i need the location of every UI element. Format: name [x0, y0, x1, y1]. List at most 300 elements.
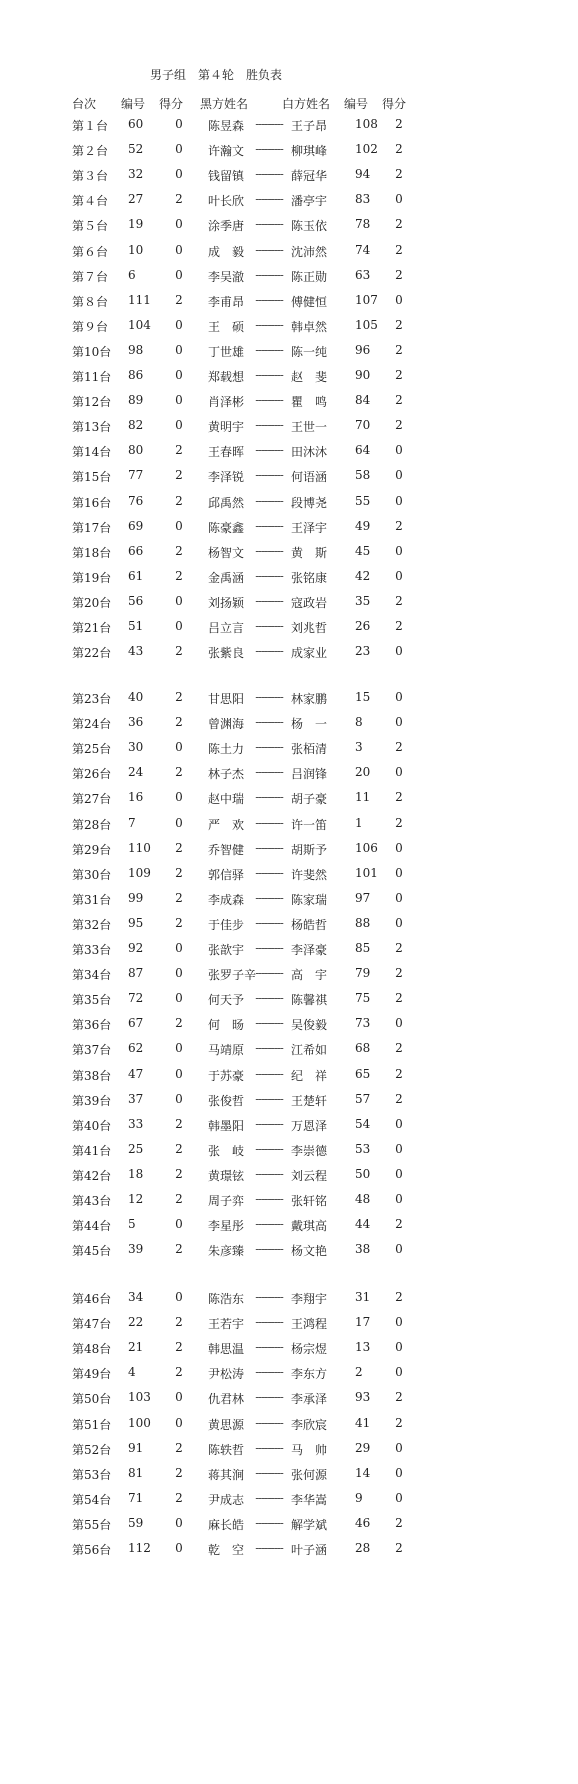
cell-white-no: 11	[355, 790, 371, 804]
cell-vs-dash: ---------	[255, 1192, 283, 1206]
cell-white-name: 张栢清	[291, 742, 328, 756]
cell-round: 第14台	[72, 445, 112, 459]
cell-white-name: 成家业	[291, 646, 328, 660]
cell-vs-dash: ---------	[255, 318, 283, 332]
cell-white-score: 0	[395, 494, 403, 508]
cell-white-score: 0	[395, 1167, 403, 1181]
cell-white-no: 28	[355, 1541, 371, 1555]
table-row	[0, 715, 578, 733]
cell-white-name: 张轩铭	[291, 1194, 328, 1208]
cell-vs-dash: ---------	[255, 468, 283, 482]
cell-white-name: 马 帅	[291, 1443, 328, 1457]
cell-black-name: 王春晖	[208, 445, 245, 459]
cell-white-no: 13	[355, 1340, 371, 1354]
cell-black-no: 10	[128, 243, 144, 257]
cell-black-no: 109	[128, 866, 151, 880]
cell-round: 第18台	[72, 546, 112, 560]
cell-white-score: 2	[395, 1290, 403, 1304]
table-row	[0, 1315, 578, 1333]
table-row	[0, 1117, 578, 1135]
cell-white-score: 0	[395, 715, 403, 729]
cell-round: 第34台	[72, 968, 112, 982]
cell-black-score: 2	[175, 1441, 183, 1455]
table-row	[0, 343, 578, 361]
cell-white-score: 2	[395, 740, 403, 754]
cell-round: 第44台	[72, 1219, 112, 1233]
cell-vs-dash: ---------	[255, 544, 283, 558]
cell-black-score: 0	[175, 117, 183, 131]
cell-round: 第４台	[72, 194, 109, 208]
cell-white-name: 田沐沐	[291, 445, 328, 459]
table-header	[0, 95, 578, 113]
cell-black-no: 77	[128, 468, 144, 482]
page-title: 男子组 第４轮 胜负表	[150, 68, 283, 82]
cell-black-no: 61	[128, 569, 144, 583]
cell-black-no: 40	[128, 690, 144, 704]
cell-white-score: 0	[395, 916, 403, 930]
table-row	[0, 418, 578, 436]
cell-round: 第11台	[72, 370, 112, 384]
cell-white-name: 黄 斯	[291, 546, 328, 560]
cell-white-no: 15	[355, 690, 371, 704]
cell-black-name: 尹松涛	[208, 1367, 245, 1381]
cell-white-score: 2	[395, 343, 403, 357]
cell-white-name: 王泽宇	[291, 521, 328, 535]
cell-vs-dash: ---------	[255, 740, 283, 754]
cell-black-no: 4	[128, 1365, 136, 1379]
cell-white-no: 1	[355, 816, 363, 830]
cell-white-score: 2	[395, 1092, 403, 1106]
cell-white-no: 14	[355, 1466, 371, 1480]
cell-black-no: 56	[128, 594, 144, 608]
cell-vs-dash: ---------	[255, 217, 283, 231]
cell-black-name: 王若宇	[208, 1317, 245, 1331]
cell-round: 第55台	[72, 1518, 112, 1532]
cell-white-name: 段博尧	[291, 496, 328, 510]
cell-black-no: 34	[128, 1290, 144, 1304]
cell-white-score: 0	[395, 841, 403, 855]
cell-white-name: 杨宗煜	[291, 1342, 328, 1356]
cell-black-no: 25	[128, 1142, 144, 1156]
cell-round: 第39台	[72, 1094, 112, 1108]
cell-white-score: 0	[395, 1365, 403, 1379]
cell-white-score: 2	[395, 966, 403, 980]
cell-black-score: 0	[175, 1067, 183, 1081]
cell-round: 第23台	[72, 692, 112, 706]
cell-white-no: 57	[355, 1092, 371, 1106]
cell-black-name: 周子弈	[208, 1194, 245, 1208]
cell-white-score: 0	[395, 1491, 403, 1505]
cell-white-score: 0	[395, 443, 403, 457]
cell-vs-dash: ---------	[255, 816, 283, 830]
cell-black-score: 0	[175, 619, 183, 633]
cell-vs-dash: ---------	[255, 1491, 283, 1505]
cell-black-score: 2	[175, 1142, 183, 1156]
cell-vs-dash: ---------	[255, 368, 283, 382]
cell-round: 第５台	[72, 219, 109, 233]
cell-white-score: 0	[395, 1142, 403, 1156]
cell-black-name: 陈土力	[208, 742, 245, 756]
cell-black-no: 39	[128, 1242, 144, 1256]
cell-white-no: 84	[355, 393, 371, 407]
cell-round: 第45台	[72, 1244, 112, 1258]
cell-black-score: 2	[175, 1466, 183, 1480]
cell-black-name: 肖泽彬	[208, 395, 245, 409]
cell-white-score: 0	[395, 1466, 403, 1480]
cell-black-no: 104	[128, 318, 151, 332]
cell-black-no: 100	[128, 1416, 151, 1430]
cell-white-no: 9	[355, 1491, 363, 1505]
cell-white-score: 0	[395, 1016, 403, 1030]
cell-black-no: 30	[128, 740, 144, 754]
cell-black-score: 2	[175, 715, 183, 729]
cell-black-no: 103	[128, 1390, 151, 1404]
cell-white-name: 胡子豪	[291, 792, 328, 806]
table-row	[0, 1016, 578, 1034]
cell-black-name: 尹成志	[208, 1493, 245, 1507]
cell-black-name: 许瀚文	[208, 144, 245, 158]
cell-black-score: 2	[175, 866, 183, 880]
table-row	[0, 368, 578, 386]
cell-vs-dash: ---------	[255, 1441, 283, 1455]
table-row	[0, 1242, 578, 1260]
cell-white-no: 73	[355, 1016, 371, 1030]
cell-round: 第７台	[72, 270, 109, 284]
cell-black-score: 0	[175, 1290, 183, 1304]
cell-white-no: 106	[355, 841, 378, 855]
table-row	[0, 569, 578, 587]
table-row	[0, 217, 578, 235]
cell-black-name: 韩墨阳	[208, 1119, 245, 1133]
table-row	[0, 142, 578, 160]
cell-black-name: 乔智健	[208, 843, 245, 857]
cell-white-name: 吕润锋	[291, 767, 328, 781]
cell-white-no: 31	[355, 1290, 371, 1304]
cell-round: 第28台	[72, 818, 112, 832]
cell-black-name: 邱禹然	[208, 496, 245, 510]
cell-white-score: 0	[395, 765, 403, 779]
cell-white-no: 63	[355, 268, 371, 282]
cell-vs-dash: ---------	[255, 619, 283, 633]
cell-white-name: 王楚轩	[291, 1094, 328, 1108]
cell-white-score: 0	[395, 468, 403, 482]
cell-vs-dash: ---------	[255, 1340, 283, 1354]
cell-vs-dash: ---------	[255, 866, 283, 880]
cell-vs-dash: ---------	[255, 644, 283, 658]
table-row	[0, 690, 578, 708]
cell-black-score: 2	[175, 1016, 183, 1030]
cell-vs-dash: ---------	[255, 690, 283, 704]
cell-white-score: 2	[395, 619, 403, 633]
cell-vs-dash: ---------	[255, 790, 283, 804]
cell-white-no: 108	[355, 117, 378, 131]
cell-white-name: 杨文艳	[291, 1244, 328, 1258]
cell-round: 第53台	[72, 1468, 112, 1482]
cell-black-no: 98	[128, 343, 144, 357]
table-row	[0, 1041, 578, 1059]
cell-white-name: 王鸿程	[291, 1317, 328, 1331]
table-row	[0, 1390, 578, 1408]
cell-vs-dash: ---------	[255, 1416, 283, 1430]
cell-black-no: 52	[128, 142, 144, 156]
cell-round: 第37台	[72, 1043, 112, 1057]
cell-white-no: 88	[355, 916, 371, 930]
cell-vs-dash: ---------	[255, 715, 283, 729]
cell-vs-dash: ---------	[255, 891, 283, 905]
cell-white-no: 74	[355, 243, 371, 257]
cell-white-name: 何语涵	[291, 470, 328, 484]
cell-black-score: 0	[175, 142, 183, 156]
cell-black-no: 92	[128, 941, 144, 955]
cell-round: 第９台	[72, 320, 109, 334]
cell-white-name: 潘亭宇	[291, 194, 328, 208]
table-row	[0, 916, 578, 934]
cell-white-no: 70	[355, 418, 371, 432]
cell-black-no: 22	[128, 1315, 144, 1329]
cell-white-name: 沈沛然	[291, 245, 328, 259]
cell-vs-dash: ---------	[255, 1117, 283, 1131]
cell-white-score: 0	[395, 1117, 403, 1131]
cell-vs-dash: ---------	[255, 941, 283, 955]
table-row	[0, 1192, 578, 1210]
cell-round: 第22台	[72, 646, 112, 660]
cell-black-score: 0	[175, 816, 183, 830]
cell-white-score: 2	[395, 991, 403, 1005]
cell-round: 第42台	[72, 1169, 112, 1183]
table-row	[0, 1416, 578, 1434]
cell-white-score: 2	[395, 142, 403, 156]
cell-black-name: 李星彤	[208, 1219, 245, 1233]
cell-white-name: 刘云程	[291, 1169, 328, 1183]
cell-white-no: 105	[355, 318, 378, 332]
cell-white-score: 2	[395, 594, 403, 608]
cell-white-name: 瞿 鸣	[291, 395, 328, 409]
cell-white-name: 王子昂	[291, 119, 328, 133]
cell-vs-dash: ---------	[255, 519, 283, 533]
cell-white-no: 20	[355, 765, 371, 779]
cell-white-no: 83	[355, 192, 371, 206]
table-row	[0, 1365, 578, 1383]
cell-black-score: 2	[175, 293, 183, 307]
cell-vs-dash: ---------	[255, 1541, 283, 1555]
cell-round: 第43台	[72, 1194, 112, 1208]
cell-white-no: 58	[355, 468, 371, 482]
cell-round: 第48台	[72, 1342, 112, 1356]
cell-vs-dash: ---------	[255, 1016, 283, 1030]
cell-white-name: 柳琪峰	[291, 144, 328, 158]
cell-vs-dash: ---------	[255, 1142, 283, 1156]
cell-round: 第41台	[72, 1144, 112, 1158]
cell-white-no: 65	[355, 1067, 371, 1081]
cell-round: 第49台	[72, 1367, 112, 1381]
cell-black-no: 19	[128, 217, 144, 231]
cell-white-no: 78	[355, 217, 371, 231]
cell-round: 第36台	[72, 1018, 112, 1032]
cell-white-no: 94	[355, 167, 371, 181]
cell-black-no: 5	[128, 1217, 136, 1231]
cell-black-no: 71	[128, 1491, 144, 1505]
header-black-no: 编号	[121, 97, 146, 111]
table-row	[0, 1067, 578, 1085]
cell-white-score: 0	[395, 1192, 403, 1206]
cell-black-name: 林子杰	[208, 767, 245, 781]
cell-white-score: 0	[395, 192, 403, 206]
cell-white-name: 陈家瑞	[291, 893, 328, 907]
cell-white-no: 102	[355, 142, 378, 156]
cell-black-no: 37	[128, 1092, 144, 1106]
cell-vs-dash: ---------	[255, 594, 283, 608]
cell-vs-dash: ---------	[255, 192, 283, 206]
cell-vs-dash: ---------	[255, 1092, 283, 1106]
cell-black-name: 涂季唐	[208, 219, 245, 233]
cell-white-name: 陈玉依	[291, 219, 328, 233]
cell-vs-dash: ---------	[255, 117, 283, 131]
cell-black-score: 0	[175, 1041, 183, 1055]
cell-black-score: 2	[175, 644, 183, 658]
cell-white-name: 吴俊毅	[291, 1018, 328, 1032]
cell-black-no: 36	[128, 715, 144, 729]
cell-white-score: 2	[395, 243, 403, 257]
cell-white-name: 纪 祥	[291, 1069, 328, 1083]
cell-black-name: 黄明宇	[208, 420, 245, 434]
cell-white-name: 陈正勋	[291, 270, 328, 284]
cell-round: 第51台	[72, 1418, 112, 1432]
cell-white-score: 2	[395, 1516, 403, 1530]
cell-black-name: 钱留镇	[208, 169, 245, 183]
cell-white-score: 0	[395, 644, 403, 658]
cell-white-score: 0	[395, 1441, 403, 1455]
table-row	[0, 841, 578, 859]
cell-white-name: 江希如	[291, 1043, 328, 1057]
cell-white-score: 0	[395, 690, 403, 704]
cell-black-name: 郭信驿	[208, 868, 245, 882]
cell-white-name: 杨 一	[291, 717, 328, 731]
cell-round: 第27台	[72, 792, 112, 806]
cell-black-score: 2	[175, 443, 183, 457]
table-row	[0, 544, 578, 562]
cell-round: 第30台	[72, 868, 112, 882]
table-row	[0, 393, 578, 411]
cell-black-no: 62	[128, 1041, 144, 1055]
cell-white-no: 107	[355, 293, 378, 307]
cell-white-no: 42	[355, 569, 371, 583]
cell-round: 第38台	[72, 1069, 112, 1083]
cell-white-name: 陈一纯	[291, 345, 328, 359]
cell-black-no: 21	[128, 1340, 144, 1354]
cell-white-no: 8	[355, 715, 363, 729]
cell-vs-dash: ---------	[255, 991, 283, 1005]
cell-black-name: 陈昱森	[208, 119, 245, 133]
cell-vs-dash: ---------	[255, 268, 283, 282]
cell-black-no: 110	[128, 841, 151, 855]
cell-black-score: 0	[175, 740, 183, 754]
cell-white-name: 薛冠华	[291, 169, 328, 183]
cell-black-no: 51	[128, 619, 144, 633]
cell-white-name: 高 宇	[291, 968, 328, 982]
cell-black-no: 86	[128, 368, 144, 382]
cell-white-name: 刘兆哲	[291, 621, 328, 635]
table-row	[0, 494, 578, 512]
table-row	[0, 1541, 578, 1559]
cell-black-name: 赵中瑞	[208, 792, 245, 806]
cell-black-score: 0	[175, 966, 183, 980]
cell-vs-dash: ---------	[255, 393, 283, 407]
table-row	[0, 740, 578, 758]
cell-white-name: 李欣宸	[291, 1418, 328, 1432]
cell-white-score: 0	[395, 891, 403, 905]
table-row	[0, 1092, 578, 1110]
cell-white-no: 97	[355, 891, 371, 905]
cell-black-score: 2	[175, 468, 183, 482]
table-row	[0, 318, 578, 336]
table-row	[0, 891, 578, 909]
cell-black-score: 2	[175, 765, 183, 779]
cell-black-no: 7	[128, 816, 136, 830]
cell-round: 第56台	[72, 1543, 112, 1557]
cell-white-score: 2	[395, 1416, 403, 1430]
table-row	[0, 1516, 578, 1534]
cell-black-name: 吕立言	[208, 621, 245, 635]
cell-black-name: 张歆宇	[208, 943, 245, 957]
cell-white-score: 2	[395, 418, 403, 432]
cell-vs-dash: ---------	[255, 418, 283, 432]
cell-white-no: 46	[355, 1516, 371, 1530]
cell-black-name: 王 硕	[208, 320, 245, 334]
cell-black-no: 111	[128, 293, 151, 307]
cell-white-score: 2	[395, 318, 403, 332]
cell-black-score: 0	[175, 594, 183, 608]
table-row	[0, 167, 578, 185]
cell-black-name: 甘思阳	[208, 692, 245, 706]
cell-white-name: 张铭康	[291, 571, 328, 585]
cell-round: 第13台	[72, 420, 112, 434]
cell-black-score: 0	[175, 418, 183, 432]
cell-black-no: 16	[128, 790, 144, 804]
cell-black-name: 乾 空	[208, 1543, 245, 1557]
cell-black-name: 蒋其涧	[208, 1468, 245, 1482]
cell-vs-dash: ---------	[255, 916, 283, 930]
cell-black-no: 67	[128, 1016, 144, 1030]
cell-black-name: 张罗子辛	[208, 968, 257, 982]
cell-round: 第25台	[72, 742, 112, 756]
cell-white-score: 0	[395, 1242, 403, 1256]
cell-black-score: 2	[175, 1117, 183, 1131]
cell-black-score: 0	[175, 1516, 183, 1530]
cell-black-name: 郑载想	[208, 370, 245, 384]
cell-black-no: 91	[128, 1441, 144, 1455]
cell-black-no: 6	[128, 268, 136, 282]
cell-black-score: 0	[175, 318, 183, 332]
cell-black-name: 张紫良	[208, 646, 245, 660]
cell-black-score: 2	[175, 569, 183, 583]
cell-black-no: 112	[128, 1541, 151, 1555]
cell-round: 第２台	[72, 144, 109, 158]
cell-white-no: 35	[355, 594, 371, 608]
cell-black-no: 18	[128, 1167, 144, 1181]
cell-white-name: 李泽豪	[291, 943, 328, 957]
cell-round: 第32台	[72, 918, 112, 932]
table-row	[0, 519, 578, 537]
cell-white-name: 张何源	[291, 1468, 328, 1482]
cell-black-score: 2	[175, 1491, 183, 1505]
cell-black-name: 于苏豪	[208, 1069, 245, 1083]
table-row	[0, 941, 578, 959]
cell-black-name: 叶长欣	[208, 194, 245, 208]
cell-black-score: 0	[175, 343, 183, 357]
cell-black-name: 马靖原	[208, 1043, 245, 1057]
cell-black-score: 0	[175, 167, 183, 181]
cell-vs-dash: ---------	[255, 1041, 283, 1055]
